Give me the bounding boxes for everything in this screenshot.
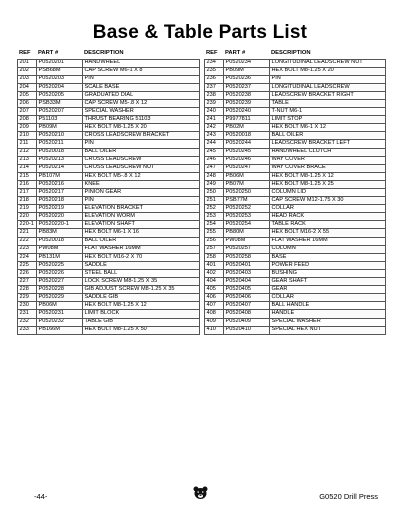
- table-row: [18, 269, 200, 277]
- ref-cell: 230: [18, 302, 37, 310]
- description-cell: SPECIAL HEX NUT: [270, 326, 386, 334]
- ref-cell: 258: [205, 253, 224, 261]
- page-number: -44-: [34, 492, 48, 501]
- description-cell: BUSHING: [270, 269, 386, 277]
- table-row: [205, 116, 386, 124]
- description-cell: LEADSCREW BRACKET RIGHT: [270, 91, 386, 99]
- description-cell: STEEL BALL: [83, 269, 200, 277]
- table-row: [18, 140, 200, 148]
- description-cell: CAP SCREW M5-.8 X 12: [83, 99, 200, 107]
- ref-cell: 251: [205, 197, 224, 205]
- part-number-cell: P0520252: [224, 205, 270, 213]
- table-row: [18, 116, 200, 124]
- part-number-cell: P0520226: [37, 269, 83, 277]
- part-number-cell: PB83M: [37, 229, 83, 237]
- table-row: [18, 245, 200, 253]
- table-row: [18, 278, 200, 286]
- table-row: [18, 67, 200, 75]
- ref-cell: 214: [18, 164, 37, 172]
- table-row: [205, 221, 386, 229]
- ref-cell: 205: [18, 91, 37, 99]
- table-row: [205, 302, 386, 310]
- ref-cell: 250: [205, 189, 224, 197]
- description-cell: HEX BOLT M16-2 X 55: [270, 229, 386, 237]
- part-number-cell: PB06M: [37, 302, 83, 310]
- description-cell: TABLE RACK: [270, 221, 386, 229]
- part-column-header: PART #: [38, 50, 59, 57]
- ref-cell: 220-1: [18, 221, 37, 229]
- ref-cell: 246: [205, 156, 224, 164]
- description-cell: SADDLE GIB: [83, 294, 200, 302]
- description-cell: HANDLE: [270, 310, 386, 318]
- part-number-cell: P0520406: [224, 294, 270, 302]
- description-cell: HEAD RACK: [270, 213, 386, 221]
- table-row: [205, 180, 386, 188]
- ref-cell: 402: [205, 269, 224, 277]
- description-cell: LIMIT STOP: [270, 116, 386, 124]
- table-row: [205, 237, 386, 245]
- table-row: [18, 302, 200, 310]
- table-row: [18, 213, 200, 221]
- ref-cell: 253: [205, 213, 224, 221]
- table-row: [205, 261, 386, 269]
- description-cell: GRADUATED DIAL: [83, 91, 200, 99]
- description-cell: WAY COVER: [270, 156, 386, 164]
- part-number-cell: P0520246: [224, 156, 270, 164]
- ref-cell: 215: [18, 172, 37, 180]
- table-row: [18, 59, 200, 67]
- description-cell: HANDWHEEL: [83, 59, 200, 67]
- ref-cell: 223: [18, 245, 37, 253]
- description-cell: BASE: [270, 253, 386, 261]
- description-cell: LIMIT BLOCK: [83, 310, 200, 318]
- ref-cell: 217: [18, 189, 37, 197]
- part-number-cell: P0520236: [224, 75, 270, 83]
- description-cell: T-NUT M6-1: [270, 108, 386, 116]
- ref-cell: 405: [205, 286, 224, 294]
- part-number-cell: P0520244: [224, 140, 270, 148]
- ref-cell: 234: [205, 59, 224, 67]
- ref-cell: 208: [18, 116, 37, 124]
- parts-table-left: [17, 50, 200, 335]
- part-number-cell: P0520018: [224, 132, 270, 140]
- part-number-cell: P0520018: [37, 237, 83, 245]
- table-row: [205, 59, 386, 67]
- table-row: [18, 83, 200, 91]
- table-row: [205, 164, 386, 172]
- description-cell: CAP SCREW M12-1.75 X 30: [270, 197, 386, 205]
- ref-cell: 233: [18, 326, 37, 334]
- description-cell: HEX BOLT M16-2 X 70: [83, 253, 200, 261]
- table-row: [205, 205, 386, 213]
- table-row: [205, 108, 386, 116]
- part-number-cell: PB80M: [224, 229, 270, 237]
- ref-cell: 245: [205, 148, 224, 156]
- table-row: [18, 310, 200, 318]
- part-number-cell: P0520409: [224, 318, 270, 326]
- table-row: [205, 213, 386, 221]
- ref-cell: 204: [18, 83, 37, 91]
- ref-column-header: REF: [206, 50, 218, 57]
- description-column-header: DESCRIPTION: [271, 50, 311, 57]
- ref-column-header: REF: [19, 50, 31, 57]
- description-cell: CAP SCREW M6-1 X 8: [83, 67, 200, 75]
- part-number-cell: P9977811: [224, 116, 270, 124]
- ref-cell: 255: [205, 229, 224, 237]
- part-number-cell: P0520217: [37, 189, 83, 197]
- description-cell: BALL OILER: [270, 132, 386, 140]
- description-cell: SPECIAL WASHER: [270, 318, 386, 326]
- part-number-cell: P0520405: [224, 286, 270, 294]
- part-number-cell: PB107M: [37, 172, 83, 180]
- part-number-cell: P0520238: [224, 91, 270, 99]
- description-cell: ELEVATION BRACKET: [83, 205, 200, 213]
- ref-cell: 224: [18, 253, 37, 261]
- part-number-cell: P0520227: [37, 278, 83, 286]
- table-row: [205, 197, 386, 205]
- description-cell: PIN: [270, 75, 386, 83]
- description-cell: THRUST BEARING 51103: [83, 116, 200, 124]
- table-row: [18, 156, 200, 164]
- table-row: [18, 326, 200, 334]
- description-cell: PIN: [83, 75, 200, 83]
- table-row: [205, 91, 386, 99]
- description-cell: COLUMN: [270, 245, 386, 253]
- part-number-cell: PB02M: [224, 124, 270, 132]
- part-number-cell: P0520220: [37, 213, 83, 221]
- table-row: [18, 221, 200, 229]
- description-cell: TABLE GIB: [83, 318, 200, 326]
- part-number-cell: P0520201: [37, 59, 83, 67]
- ref-cell: 211: [18, 140, 37, 148]
- description-cell: COLLAR: [270, 205, 386, 213]
- description-cell: BALL OILER: [83, 237, 200, 245]
- part-number-cell: P0520410: [224, 326, 270, 334]
- description-cell: SCALE BASE: [83, 83, 200, 91]
- ref-cell: 407: [205, 302, 224, 310]
- table-row: [18, 99, 200, 107]
- ref-cell: 207: [18, 108, 37, 116]
- part-number-cell: PB07M: [224, 180, 270, 188]
- table-row: [205, 269, 386, 277]
- part-number-cell: P0520231: [37, 310, 83, 318]
- table-row: [205, 148, 386, 156]
- part-number-cell: P0520218: [37, 197, 83, 205]
- description-cell: FLAT WASHER 16MM: [270, 237, 386, 245]
- ref-cell: 232: [18, 318, 37, 326]
- description-cell: LONGITUDINAL LEADSCREW: [270, 83, 386, 91]
- part-number-cell: P0520237: [224, 83, 270, 91]
- table-row: [18, 164, 200, 172]
- description-cell: HEX BOLT M5-.8 X 12: [83, 172, 200, 180]
- description-cell: COLUMN LID: [270, 189, 386, 197]
- table-row: [18, 91, 200, 99]
- part-number-cell: PW08M: [224, 237, 270, 245]
- ref-cell: 252: [205, 205, 224, 213]
- part-number-cell: P0520229: [37, 294, 83, 302]
- description-cell: GEAR SHAFT: [270, 278, 386, 286]
- manual-title: G0520 Drill Press: [319, 492, 378, 501]
- ref-cell: 219: [18, 205, 37, 213]
- description-cell: CROSS LEADSCREW BRACKET: [83, 132, 200, 140]
- ref-cell: 226: [18, 269, 37, 277]
- ref-cell: 237: [205, 83, 224, 91]
- part-number-cell: PB131M: [37, 253, 83, 261]
- table-row: [18, 318, 200, 326]
- table-row: [18, 180, 200, 188]
- part-number-cell: P0520239: [224, 99, 270, 107]
- table-row: [205, 310, 386, 318]
- ref-cell: 213: [18, 156, 37, 164]
- table-row: [18, 286, 200, 294]
- part-number-cell: P0520250: [224, 189, 270, 197]
- ref-cell: 206: [18, 99, 37, 107]
- description-cell: BALL HANDLE: [270, 302, 386, 310]
- grizzly-bear-logo-icon: [193, 486, 208, 500]
- ref-cell: 244: [205, 140, 224, 148]
- table-row: [205, 156, 386, 164]
- description-cell: SADDLE: [83, 261, 200, 269]
- ref-cell: 201: [18, 59, 37, 67]
- part-number-cell: P0520213: [37, 156, 83, 164]
- part-number-cell: P0520018: [37, 148, 83, 156]
- ref-cell: 227: [18, 278, 37, 286]
- part-number-cell: P0520257: [224, 245, 270, 253]
- description-cell: LOCK SCREW M8-1.25 X 35: [83, 278, 200, 286]
- part-number-cell: PW08M: [37, 245, 83, 253]
- table-row: [205, 67, 386, 75]
- ref-cell: 229: [18, 294, 37, 302]
- ref-cell: 410: [205, 326, 224, 334]
- part-number-cell: P0520234: [224, 59, 270, 67]
- table-row: [205, 140, 386, 148]
- ref-cell: 257: [205, 245, 224, 253]
- part-number-cell: P0520210: [37, 132, 83, 140]
- ref-cell: 220: [18, 213, 37, 221]
- table-row: [18, 197, 200, 205]
- ref-cell: 248: [205, 172, 224, 180]
- part-number-cell: P0520254: [224, 221, 270, 229]
- part-number-cell: P0520407: [224, 302, 270, 310]
- part-number-cell: P0520207: [37, 108, 83, 116]
- ref-cell: 256: [205, 237, 224, 245]
- description-cell: HEX BOLT M6-1 X 12: [270, 124, 386, 132]
- ref-cell: 242: [205, 124, 224, 132]
- ref-cell: 202: [18, 67, 37, 75]
- part-number-cell: PSB77M: [224, 197, 270, 205]
- table-row: [205, 294, 386, 302]
- table-row: [205, 189, 386, 197]
- part-number-cell: PB09M: [37, 124, 83, 132]
- description-cell: PIN: [83, 140, 200, 148]
- table-row: [18, 237, 200, 245]
- description-cell: ELEVATION SHAFT: [83, 221, 200, 229]
- table-row: [205, 245, 386, 253]
- table-row: [205, 286, 386, 294]
- ref-cell: 406: [205, 294, 224, 302]
- ref-cell: 228: [18, 286, 37, 294]
- description-cell: HEX BOLT M8-1.25 X 20: [83, 124, 200, 132]
- table-row: [18, 253, 200, 261]
- part-number-cell: P0520240: [224, 108, 270, 116]
- table-row: [205, 75, 386, 83]
- table-row: [205, 132, 386, 140]
- description-cell: HEX BOLT M8-1.25 X 25: [270, 180, 386, 188]
- parts-table-right: [204, 50, 386, 335]
- ref-cell: 239: [205, 99, 224, 107]
- ref-cell: 404: [205, 278, 224, 286]
- part-number-cell: P0520408: [224, 310, 270, 318]
- ref-cell: 240: [205, 108, 224, 116]
- table-row: [18, 132, 200, 140]
- table-row: [205, 229, 386, 237]
- description-cell: HEX BOLT M8-1.25 X 20: [270, 67, 386, 75]
- table-row: [205, 318, 386, 326]
- ref-cell: 401: [205, 261, 224, 269]
- description-cell: SPECIAL WASHER: [83, 108, 200, 116]
- part-number-cell: P0520253: [224, 213, 270, 221]
- table-row: [205, 326, 386, 334]
- ref-cell: 209: [18, 124, 37, 132]
- table-row: [18, 229, 200, 237]
- ref-cell: 241: [205, 116, 224, 124]
- part-number-cell: PSB68M: [37, 67, 83, 75]
- description-cell: PINION GEAR: [83, 189, 200, 197]
- table-row: [18, 189, 200, 197]
- part-number-cell: PB166M: [37, 326, 83, 334]
- table-row: [18, 124, 200, 132]
- ref-cell: 408: [205, 310, 224, 318]
- description-cell: HEX BOLT M8-1.25 X 12: [270, 172, 386, 180]
- description-cell: GEAR: [270, 286, 386, 294]
- table-row: [18, 205, 200, 213]
- part-number-cell: P51103: [37, 116, 83, 124]
- table-row: [205, 253, 386, 261]
- ref-cell: 216: [18, 180, 37, 188]
- ref-cell: 231: [18, 310, 37, 318]
- ref-cell: 254: [205, 221, 224, 229]
- description-cell: CROSS LEADSCREW: [83, 156, 200, 164]
- description-cell: COLLAR: [270, 294, 386, 302]
- part-number-cell: P0520258: [224, 253, 270, 261]
- description-cell: HANDWHEEL CLUTCH: [270, 148, 386, 156]
- part-number-cell: P0520204: [37, 83, 83, 91]
- table-row: [18, 148, 200, 156]
- description-cell: LEADSCREW BRACKET LEFT: [270, 140, 386, 148]
- ref-cell: 238: [205, 91, 224, 99]
- ref-cell: 222: [18, 237, 37, 245]
- description-cell: LONGITUDINAL LEADSCREW NUT: [270, 59, 386, 67]
- part-number-cell: P0520245: [224, 148, 270, 156]
- page-title: Base & Table Parts List: [92, 22, 308, 43]
- table-row: [18, 261, 200, 269]
- description-cell: CROSS LEADSCREW NUT: [83, 164, 200, 172]
- table-row: [205, 83, 386, 91]
- table-header-row: [205, 50, 386, 59]
- part-number-cell: P0520211: [37, 140, 83, 148]
- description-cell: WAY COVER BRACE: [270, 164, 386, 172]
- part-number-cell: P0520403: [224, 269, 270, 277]
- ref-cell: 249: [205, 180, 224, 188]
- ref-cell: 409: [205, 318, 224, 326]
- description-cell: PIN: [83, 197, 200, 205]
- part-number-cell: P0520220-1: [37, 221, 83, 229]
- part-number-cell: P0520203: [37, 75, 83, 83]
- ref-cell: 235: [205, 67, 224, 75]
- table-row: [205, 124, 386, 132]
- parts-table-right-body: [205, 59, 386, 334]
- ref-cell: 225: [18, 261, 37, 269]
- part-number-cell: P0520232: [37, 318, 83, 326]
- ref-cell: 236: [205, 75, 224, 83]
- description-cell: HEX BOLT M8-1.25 X 12: [83, 302, 200, 310]
- description-cell: BALL OILER: [83, 148, 200, 156]
- part-number-cell: PB09M: [224, 67, 270, 75]
- part-number-cell: P0520247: [224, 164, 270, 172]
- ref-cell: 221: [18, 229, 37, 237]
- parts-table-left-body: [18, 59, 200, 334]
- table-header-row: [18, 50, 200, 59]
- description-cell: GIB ADJUST SCREW M8-1.25 X 35: [83, 286, 200, 294]
- description-cell: POWER FEED: [270, 261, 386, 269]
- description-cell: HEX BOLT M6-1 X 16: [83, 229, 200, 237]
- description-column-header: DESCRIPTION: [84, 50, 124, 57]
- part-number-cell: PB06M: [224, 172, 270, 180]
- part-number-cell: P0520205: [37, 91, 83, 99]
- part-number-cell: P0520225: [37, 261, 83, 269]
- description-cell: ELEVATION WORM: [83, 213, 200, 221]
- ref-cell: 210: [18, 132, 37, 140]
- table-row: [18, 172, 200, 180]
- part-number-cell: P0520404: [224, 278, 270, 286]
- ref-cell: 218: [18, 197, 37, 205]
- description-cell: HEX BOLT M8-1.25 X 50: [83, 326, 200, 334]
- part-column-header: PART #: [225, 50, 246, 57]
- ref-cell: 243: [205, 132, 224, 140]
- ref-cell: 212: [18, 148, 37, 156]
- table-row: [18, 75, 200, 83]
- description-cell: TABLE: [270, 99, 386, 107]
- part-number-cell: P0520219: [37, 205, 83, 213]
- part-number-cell: P0520216: [37, 180, 83, 188]
- description-cell: FLAT WASHER 16MM: [83, 245, 200, 253]
- part-number-cell: PSB33M: [37, 99, 83, 107]
- description-cell: KNEE: [83, 180, 200, 188]
- table-row: [18, 108, 200, 116]
- part-number-cell: P0520228: [37, 286, 83, 294]
- table-row: [205, 278, 386, 286]
- table-row: [205, 99, 386, 107]
- table-row: [205, 172, 386, 180]
- part-number-cell: P0520401: [224, 261, 270, 269]
- ref-cell: 203: [18, 75, 37, 83]
- ref-cell: 247: [205, 164, 224, 172]
- part-number-cell: P0520214: [37, 164, 83, 172]
- table-row: [18, 294, 200, 302]
